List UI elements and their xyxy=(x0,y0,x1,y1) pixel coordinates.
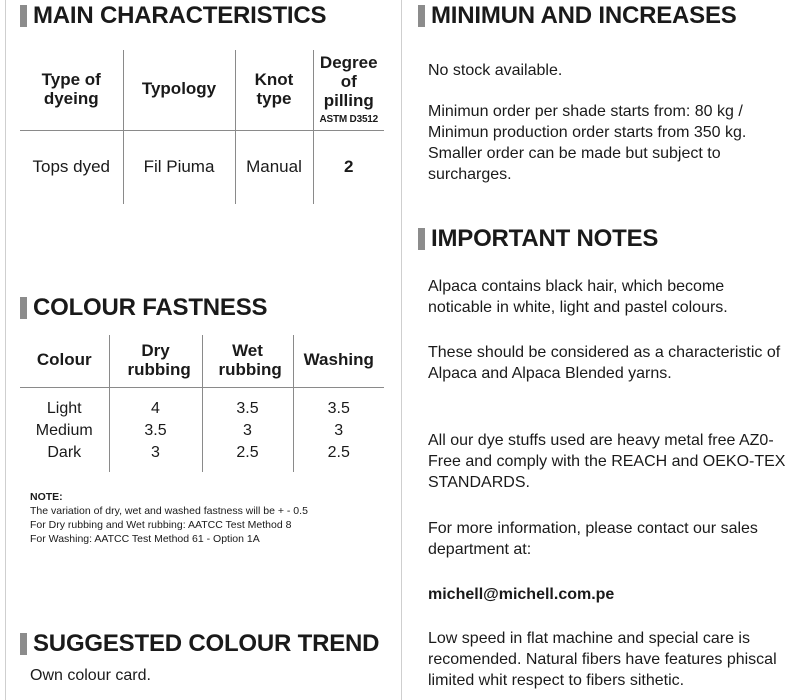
table-row xyxy=(20,387,384,472)
suggested-trend-title: SUGGESTED COLOUR TREND xyxy=(33,630,380,657)
header-knot-type: Knot type xyxy=(235,50,313,130)
wet-light: 3.5 xyxy=(236,399,259,417)
header-wet-rubbing: Wet rubbing xyxy=(202,335,293,387)
important-notes-title: IMPORTANT NOTES xyxy=(431,225,659,252)
note-title: NOTE: xyxy=(30,491,63,503)
note-dye-stuffs: All our dye stuffs used are heavy metal free AZ0-Free and comply with the REACH and OEKO-TEX STANDARDS. xyxy=(428,432,786,491)
header-washing: Washing xyxy=(293,335,384,387)
dry-rubbing-column xyxy=(109,387,202,472)
colour-light: Light xyxy=(46,399,82,417)
note-line: The variation of dry, wet and washed fastness will be + - 0.5 xyxy=(30,505,308,517)
note-alpaca-hair: Alpaca contains black hair, which become noticable in white, light and pastel colours. xyxy=(428,278,728,316)
astm-standard: ASTM D3512 xyxy=(319,114,379,126)
colour-fastness-title: COLOUR FASTNESS xyxy=(33,294,268,321)
wet-dark: 2.5 xyxy=(236,443,259,461)
washing-dark: 2.5 xyxy=(327,443,350,461)
stock-text: No stock available. xyxy=(428,62,563,79)
dry-light: 4 xyxy=(151,399,160,417)
heading-bar xyxy=(418,5,425,27)
suggested-trend-text: Own colour card. xyxy=(30,667,151,684)
header-colour: Colour xyxy=(20,335,109,387)
minimum-order-text: Minimun order per shade starts from: 80 kg / Minimun production order starts from 350 kg. Smaller order can be made but subject to surcharges. xyxy=(428,103,747,183)
note-line: For Washing: AATCC Test Method 61 - Option 1A xyxy=(30,533,260,545)
note-line: For Dry rubbing and Wet rubbing: AATCC Test Method 8 xyxy=(30,519,292,531)
dry-medium: 3.5 xyxy=(144,421,167,439)
note-characteristic: These should be considered as a characteristic of Alpaca and Alpaca Blended yarns. xyxy=(428,344,781,382)
colour-medium: Medium xyxy=(35,421,93,439)
wet-rubbing-column xyxy=(202,387,293,472)
value-type-of-dyeing: Tops dyed xyxy=(32,156,110,176)
column-divider xyxy=(401,0,402,700)
main-characteristics-heading xyxy=(20,2,326,30)
washing-medium: 3 xyxy=(334,421,344,439)
washing-column xyxy=(293,387,384,472)
header-type-of-dyeing: Type of dyeing xyxy=(20,50,123,130)
colour-fastness-heading xyxy=(20,294,267,322)
table-row xyxy=(20,130,384,204)
colour-fastness-table xyxy=(20,335,384,472)
value-knot-type: Manual xyxy=(235,130,313,204)
colour-column xyxy=(20,387,109,472)
important-notes-heading xyxy=(418,225,658,253)
left-divider xyxy=(5,0,6,700)
fastness-notes xyxy=(30,490,390,546)
value-typology: Fil Piuma xyxy=(123,130,235,204)
main-characteristics-table xyxy=(20,50,384,204)
minimum-title: MINIMUN AND INCREASES xyxy=(431,2,737,29)
header-typology: Typology xyxy=(123,50,235,130)
wet-medium: 3 xyxy=(243,421,252,439)
degree-of-pilling-label: Degree of pilling xyxy=(319,53,378,110)
colour-dark: Dark xyxy=(47,443,82,461)
heading-bar xyxy=(20,5,27,27)
minimum-heading xyxy=(418,2,737,30)
washing-light: 3.5 xyxy=(327,399,350,417)
heading-bar xyxy=(20,633,27,655)
suggested-trend-heading xyxy=(20,630,379,658)
value-degree-of-pilling: 2 xyxy=(313,130,384,204)
dry-dark: 3 xyxy=(151,443,160,461)
table-header-row xyxy=(20,335,384,387)
header-dry-rubbing: Dry rubbing xyxy=(109,335,202,387)
heading-bar xyxy=(418,228,425,250)
contact-email[interactable]: michell@michell.com.pe xyxy=(428,586,615,603)
heading-bar xyxy=(20,297,27,319)
note-contact: For more information, please contact our sales department at: xyxy=(428,520,758,558)
main-characteristics-title: MAIN CHARACTERISTICS xyxy=(33,2,327,29)
table-header-row xyxy=(20,50,384,130)
header-degree-of-pilling xyxy=(313,50,384,130)
note-flat-machine: Low speed in flat machine and special care is recomended. Natural fibers have features phiscal limited whit respect to fibers sithetic. xyxy=(428,630,777,689)
